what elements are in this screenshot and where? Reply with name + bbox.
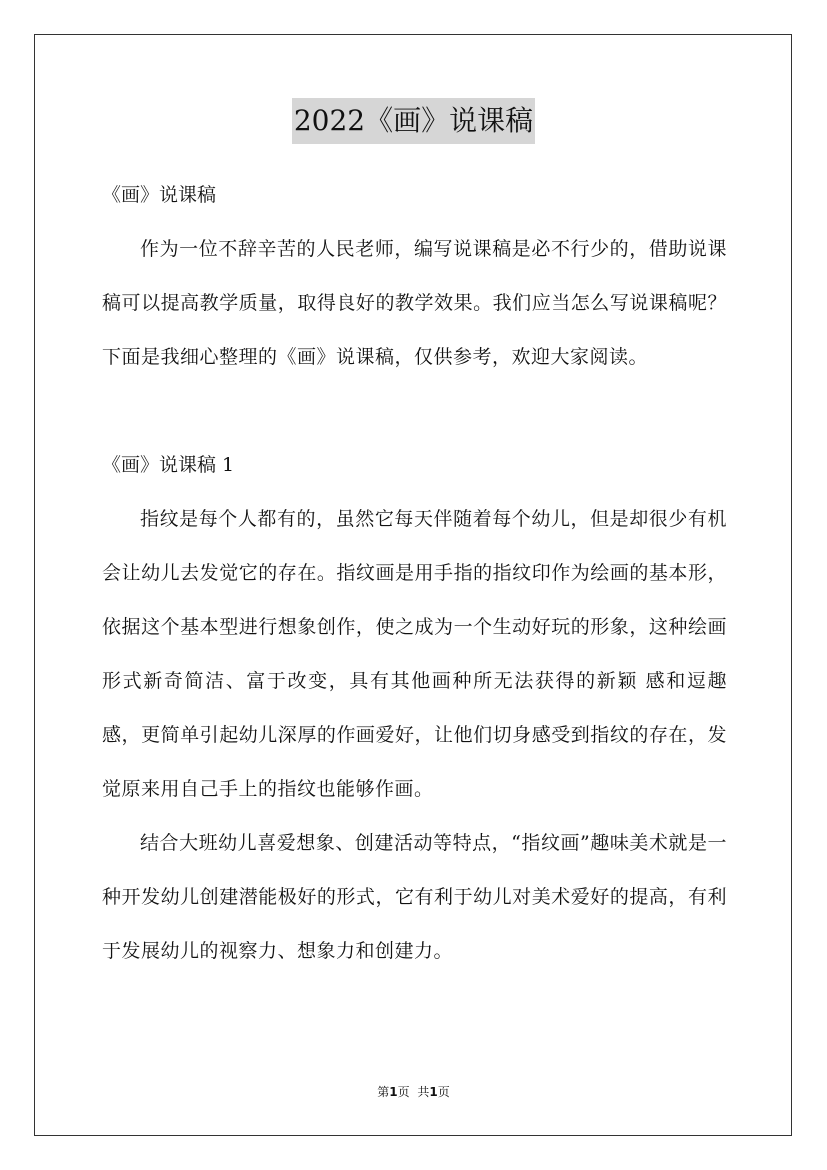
document-title: 2022《画》说课稿 bbox=[292, 98, 535, 144]
footer-total-suffix: 页 bbox=[437, 1085, 450, 1099]
intro-paragraph: 作为一位不辞辛苦的人民老师，编写说课稿是必不行少的，借助说课稿可以提高教学质量，取得良好的教学效果。我们应当怎么写说课稿呢？下面是我细心整理的《画》说课稿，仅供参考，欢迎大家阅读。 bbox=[102, 238, 727, 368]
document-body bbox=[102, 168, 727, 978]
footer-total-prefix: 共 bbox=[417, 1085, 430, 1099]
section1-paragraph-1: 指纹是每个人都有的，虽然它每天伴随着每个幼儿，但是却很少有机会让幼儿去发觉它的存在。指纹画是用手指的指纹印作为绘画的基本形，依据这个基本型进行想象创作，使之成为一个生动好玩的形象，这种绘画形式新奇简洁、富于改变，具有其他画种所无法获得的新颖 感和逗趣感，更简单引起幼儿深厚的作画爱好，让他们切身感受到指纹的存在，发觉原来用自己手上的指纹也能够作画。 bbox=[102, 508, 727, 800]
footer-page-suffix: 页 bbox=[397, 1085, 410, 1099]
title-container bbox=[0, 98, 827, 144]
section1-paragraph-2: 结合大班幼儿喜爱想象、创建活动等特点，“指纹画”趣味美术就是一种开发幼儿创建潜能极好的形式，它有利于幼儿对美术爱好的提高，有利于发展幼儿的视察力、想象力和创建力。 bbox=[102, 832, 727, 962]
section1-heading: 《画》说课稿 1 bbox=[102, 454, 235, 476]
section-spacer bbox=[102, 384, 727, 438]
footer-total-pages: 1 bbox=[429, 1085, 438, 1099]
intro-heading: 《画》说课稿 bbox=[102, 184, 217, 206]
page-footer bbox=[0, 1083, 827, 1101]
footer-page-prefix: 第 bbox=[377, 1085, 390, 1099]
footer-page-number: 1 bbox=[389, 1085, 398, 1099]
